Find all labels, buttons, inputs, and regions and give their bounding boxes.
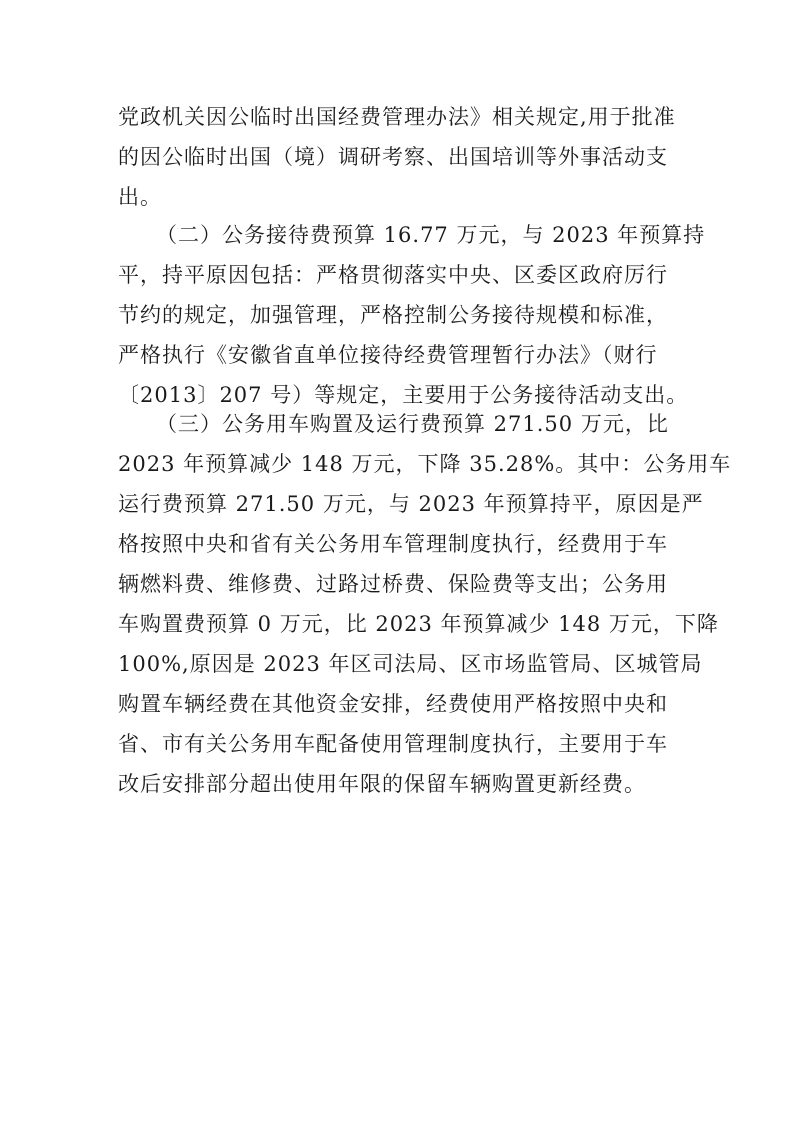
text-line: 改后安排部分超出使用年限的保留车辆购置更新经费。 [118,772,646,796]
text-line: （三）公务用车购置及运行费预算 271.50 万元，比 [156,412,669,436]
text-line: 省、市有关公务用车配备使用管理制度执行，主要用于车 [118,732,668,756]
text-line: 〔2013〕207 号）等规定，主要用于公务接待活动支出。 [118,383,689,407]
text-line: 严格执行《安徽省直单位接待经费管理暂行办法》（财行 [118,343,658,367]
text-line: 100%,原因是 2023 年区司法局、区市场监管局、区城管局 [118,652,703,676]
text-line: 格按照中央和省有关公务用车管理制度执行，经费用于车 [118,532,668,556]
paragraph-reception-expense [118,215,706,415]
paragraph-continued-travel-expense [118,97,678,217]
text-line: 车购置费预算 0 万元，比 2023 年预算减少 148 万元，下降 [118,612,719,636]
text-line: 2023 年预算减少 148 万元，下降 35.28%。其中：公务用车 [118,452,732,476]
text-line: （二）公务接待费预算 16.77 万元，与 2023 年预算持 [156,223,706,247]
text-line: 购置车辆经费在其他资金安排，经费使用严格按照中央和 [118,692,668,716]
text-line: 党政机关因公临时出国经费管理办法》相关规定,用于批准 [118,105,676,129]
text-line: 辆燃料费、维修费、过路过桥费、保险费等支出；公务用 [118,572,668,596]
text-line: 出。 [118,185,162,209]
text-line: 的因公临时出国（境）调研考察、出国培训等外事活动支 [118,145,668,169]
text-line: 运行费预算 271.50 万元，与 2023 年预算持平，原因是严 [118,492,704,516]
text-line: 平，持平原因包括：严格贯彻落实中央、区委区政府厉行 [118,263,668,287]
paragraph-vehicle-expense [118,404,732,804]
text-line: 节约的规定，加强管理，严格控制公务接待规模和标准， [118,303,668,327]
